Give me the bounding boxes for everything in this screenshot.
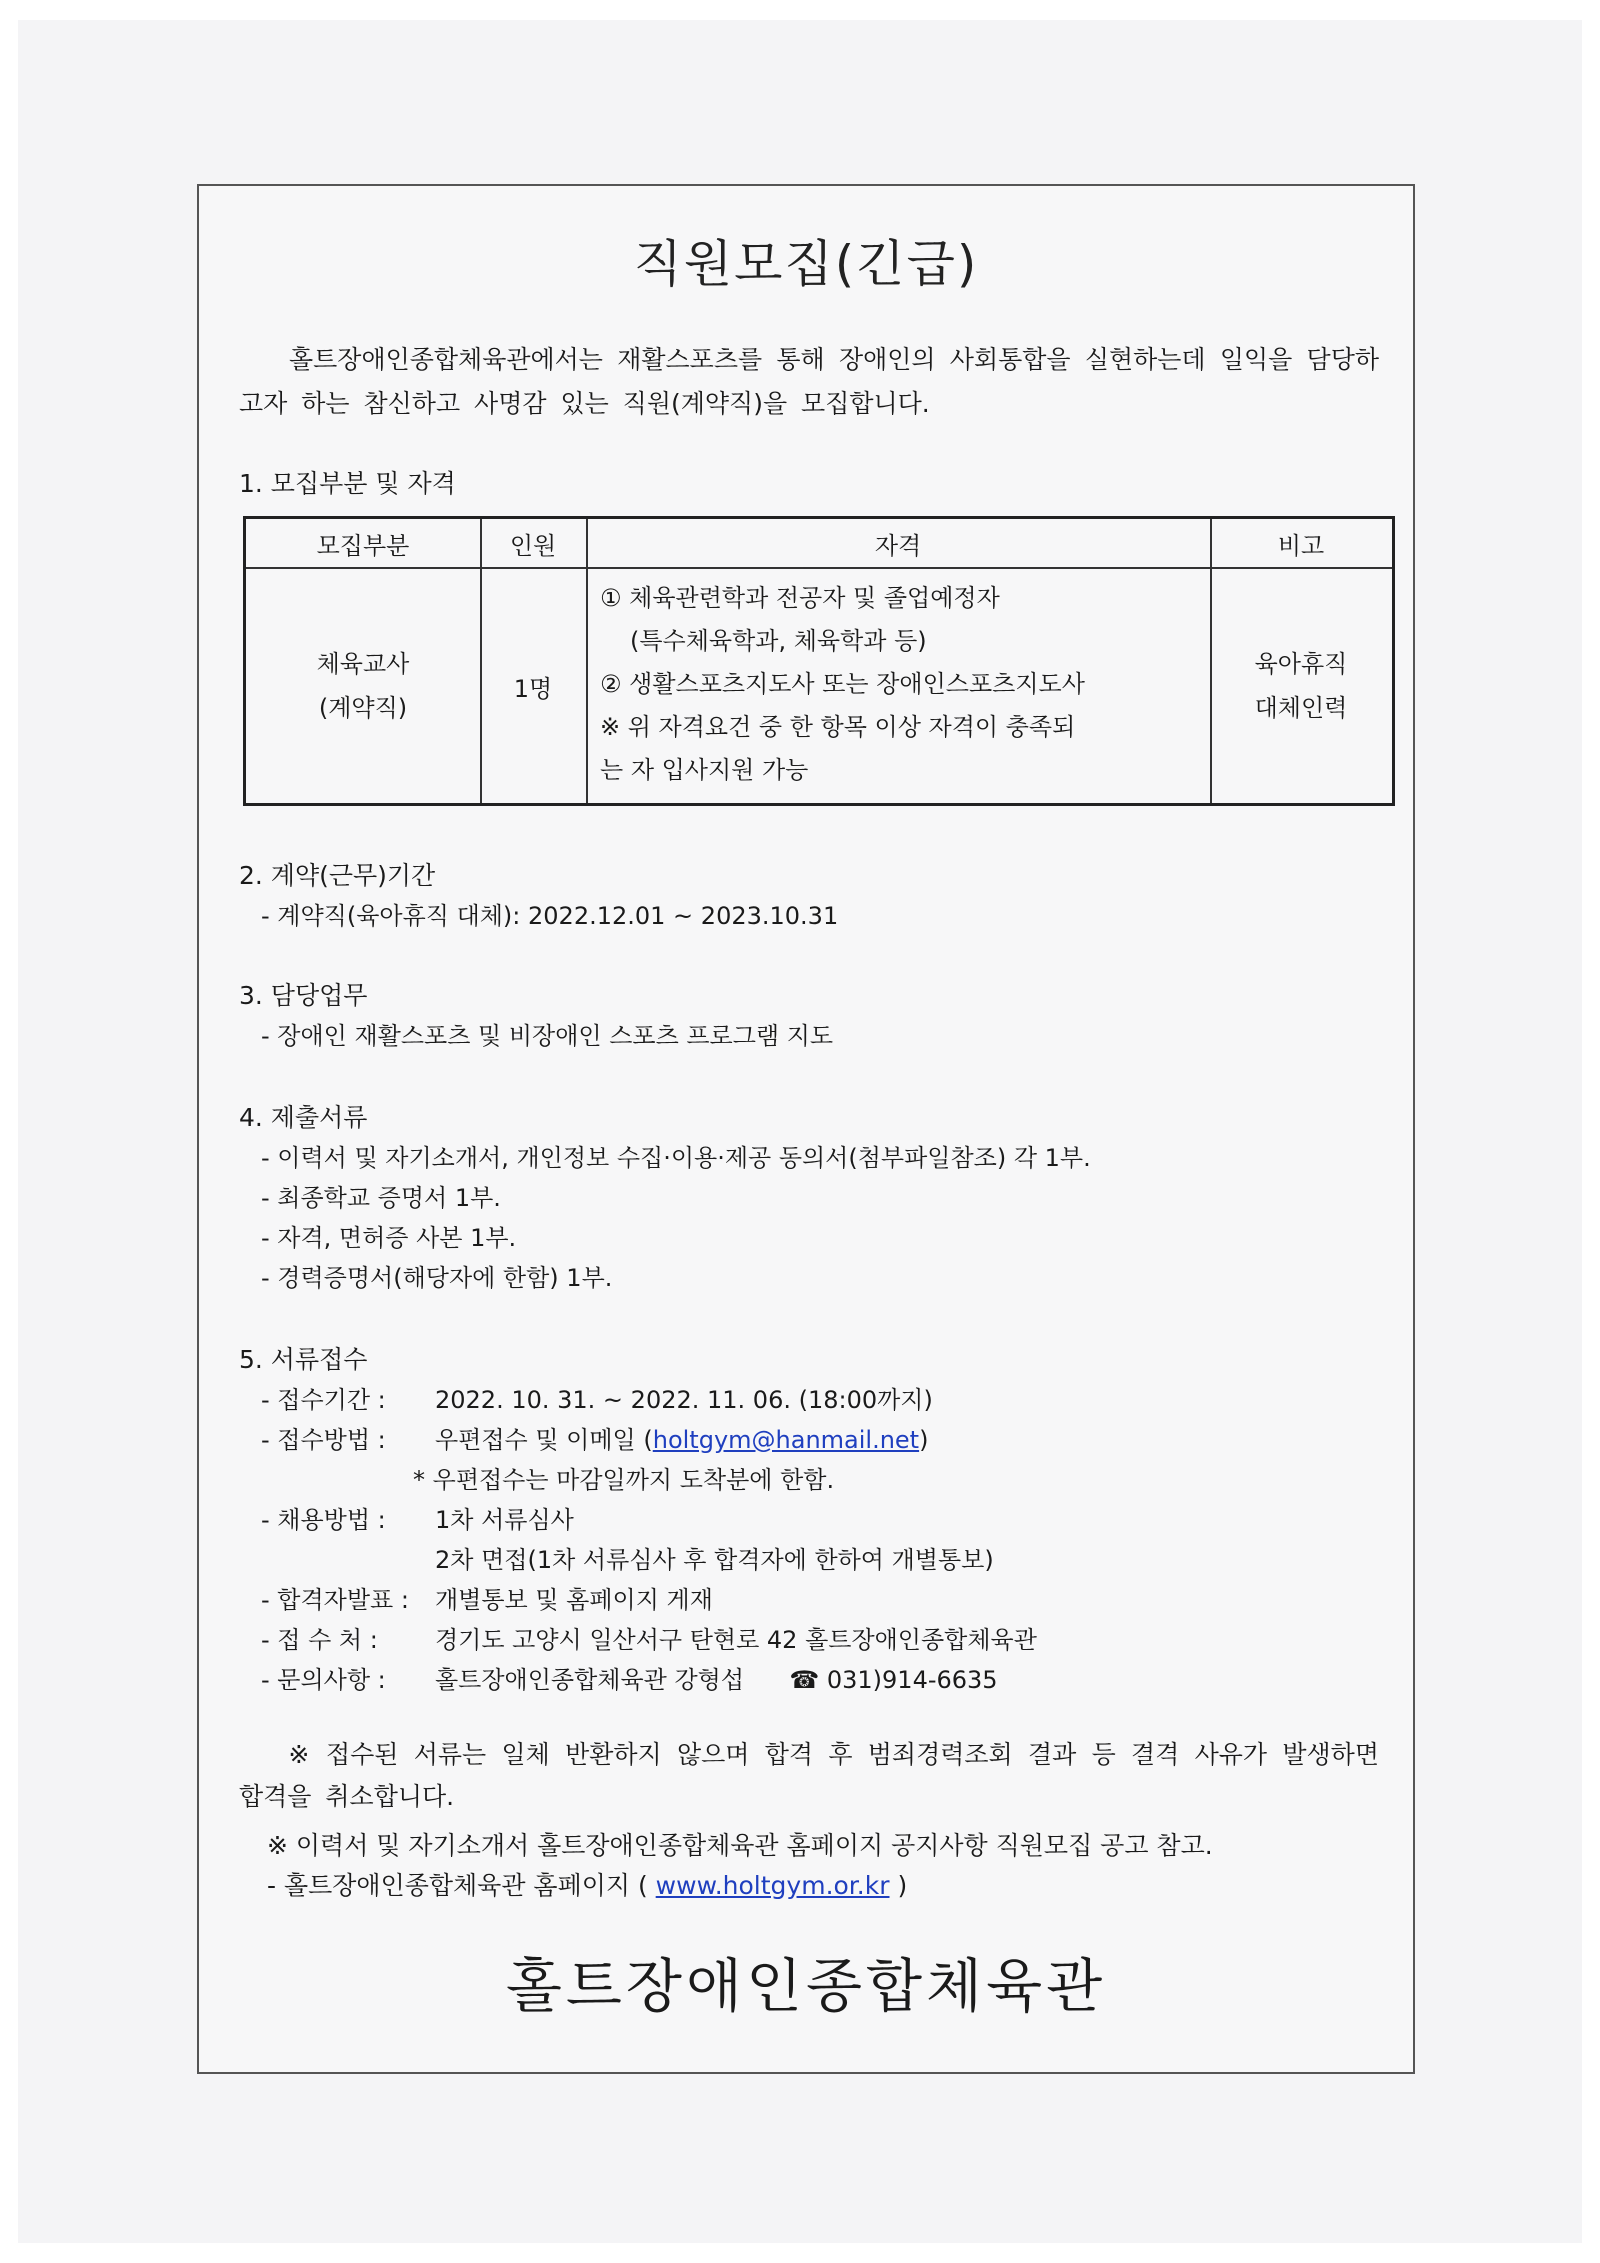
- cell-qualification: [600, 577, 1210, 792]
- notice-1: [239, 1734, 1379, 1818]
- section-2-title: 2. 계약(근무)기간: [239, 861, 436, 890]
- section-3-title: 3. 담당업무: [239, 981, 368, 1010]
- period-label: - 접수기간 :: [261, 1386, 386, 1414]
- qual-line-2: (특수체육학과, 체육학과 등): [630, 627, 927, 655]
- intro-paragraph: [239, 338, 1379, 426]
- document-item: - 자격, 면허증 사본 1부.: [261, 1224, 517, 1252]
- contract-period: - 계약직(육아휴직 대체): 2022.12.01 ~ 2023.10.31: [261, 902, 839, 930]
- place-label: - 접 수 처 :: [261, 1626, 378, 1654]
- page-title: 직원모집(긴급): [633, 235, 979, 293]
- header-note: 비고: [1277, 531, 1325, 560]
- document-item: - 경력증명서(해당자에 한함) 1부.: [261, 1264, 613, 1292]
- contact-label: - 문의사항 :: [261, 1666, 386, 1694]
- qual-line-4: ※ 위 자격요건 중 한 항목 이상 자격이 충족되: [600, 713, 1076, 741]
- header-count: 인원: [509, 531, 557, 560]
- header-qualification: 자격: [874, 531, 922, 560]
- period-value: 2022. 10. 31. ~ 2022. 11. 06. (18:00까지): [435, 1386, 933, 1414]
- email-link[interactable]: holtgym@hanmail.net: [652, 1426, 920, 1454]
- contact-person: 홀트장애인종합체육관 강형섭: [435, 1666, 745, 1694]
- place-value: 경기도 고양시 일산서구 탄현로 42 홀트장애인종합체육관: [435, 1626, 1037, 1654]
- hire-label: - 채용방법 :: [261, 1506, 386, 1534]
- method-close: ): [919, 1426, 929, 1454]
- cell-dept: [246, 569, 480, 803]
- document-frame: [197, 184, 1415, 2074]
- note-line-1: 육아휴직: [1254, 650, 1348, 678]
- duty-description: - 장애인 재활스포츠 및 비장애인 스포츠 프로그램 지도: [261, 1022, 834, 1050]
- method-value: [435, 1420, 928, 1455]
- intro-text: 홀트장애인종합체육관에서는 재활스포츠를 통해 장애인의 사회통합을 실현하는데 일익을 담당하고자 하는 참신하고 사명감 있는 직원(계약직)을 모집합니다.: [239, 345, 1379, 418]
- header-dept: 모집부분: [316, 531, 410, 560]
- notice-1-text: ※ 접수된 서류는 일체 반환하지 않으며 합격 후 범죄경력조회 결과 등 결격 사유가 발생하면 합격을 취소합니다.: [239, 1740, 1379, 1811]
- announce-label: - 합격자발표 :: [261, 1586, 409, 1614]
- qual-line-3: ② 생활스포츠지도사 또는 장애인스포츠지도사: [600, 670, 1085, 698]
- method-text: 우편접수 및 이메일 (: [435, 1426, 653, 1454]
- phone-icon: ☎: [789, 1666, 820, 1694]
- section-4-title: 4. 제출서류: [239, 1103, 368, 1132]
- dept-line-2: (계약직): [318, 694, 408, 722]
- notice-2: ※ 이력서 및 자기소개서 홀트장애인종합체육관 홈페이지 공지사항 직원모집 공고 참고.: [267, 1831, 1213, 1860]
- method-label: - 접수방법 :: [261, 1426, 386, 1454]
- section-5-title: 5. 서류접수: [239, 1345, 368, 1374]
- document-item: - 최종학교 증명서 1부.: [261, 1184, 501, 1212]
- note-line-2: 대체인력: [1254, 694, 1348, 722]
- notice-3: [267, 1866, 907, 1902]
- notice-3-prefix: - 홀트장애인종합체육관 홈페이지 (: [267, 1871, 648, 1900]
- document-item: - 이력서 및 자기소개서, 개인정보 수집·이용·제공 동의서(첨부파일참조) 각 1부.: [261, 1144, 1091, 1172]
- hire-step-1: 1차 서류심사: [435, 1506, 574, 1534]
- contact-value: [435, 1660, 998, 1695]
- hire-step-2: 2차 면접(1차 서류심사 후 합격자에 한하여 개별통보): [435, 1546, 994, 1574]
- section-1-title: 1. 모집부분 및 자격: [239, 469, 456, 498]
- recruitment-table: [243, 516, 1395, 806]
- organization-name: 홀트장애인종합체육관: [505, 1952, 1107, 2020]
- notice-3-suffix: ): [897, 1871, 908, 1900]
- qual-line-5: 는 자 입사지원 가능: [600, 756, 809, 784]
- dept-line-1: 체육교사: [316, 650, 410, 678]
- homepage-link[interactable]: www.holtgym.or.kr: [655, 1871, 890, 1900]
- cell-note: [1210, 569, 1392, 803]
- announce-value: 개별통보 및 홈페이지 게재: [435, 1586, 713, 1614]
- qual-line-1: ① 체육관련학과 전공자 및 졸업예정자: [600, 584, 1000, 612]
- phone-number: 031)914-6635: [826, 1666, 998, 1694]
- cell-count: 1명: [513, 674, 553, 703]
- method-note: * 우편접수는 마감일까지 도착분에 한함.: [413, 1466, 835, 1494]
